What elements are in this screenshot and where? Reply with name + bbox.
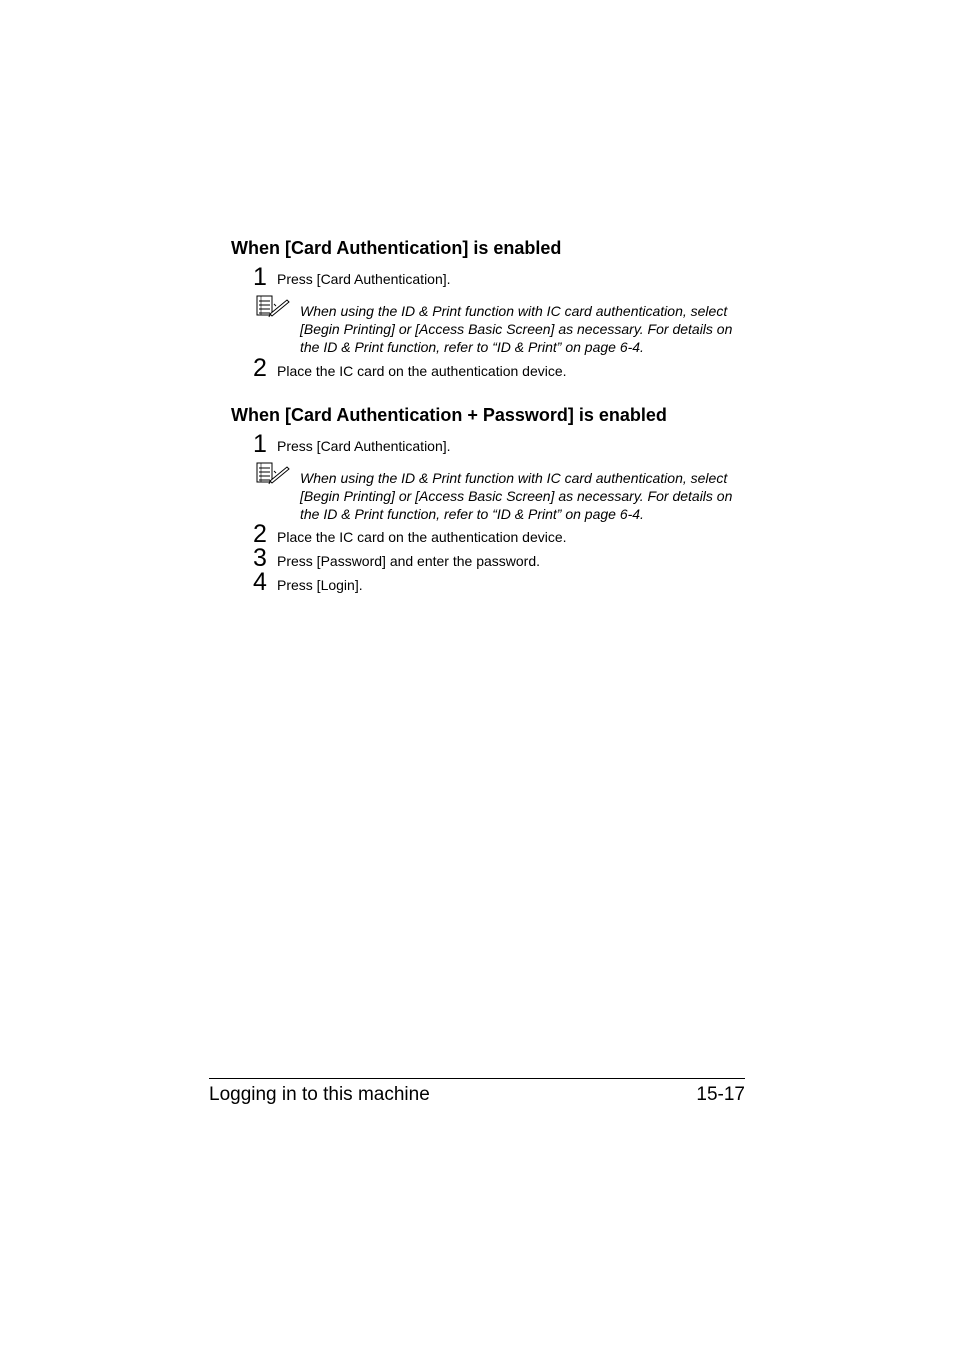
- step-number: 2: [253, 520, 267, 548]
- note-line: [Begin Printing] or [Access Basic Screen] as necessary. For details on: [300, 321, 733, 337]
- step-number: 1: [253, 430, 267, 458]
- note-line: [Begin Printing] or [Access Basic Screen] as necessary. For details on: [300, 488, 733, 504]
- section-heading-card-authentication: When [Card Authentication] is enabled: [231, 238, 562, 258]
- step-number: 2: [253, 354, 267, 382]
- note-pencil-icon: [256, 295, 292, 319]
- step-number: 1: [253, 263, 267, 291]
- note-line: When using the ID & Print function with IC card authentication, select: [300, 470, 728, 486]
- note-pencil-icon: [256, 462, 292, 486]
- step-text: Press [Password] and enter the password.: [277, 553, 541, 569]
- step-text: Press [Card Authentication].: [277, 271, 451, 287]
- footer-title: Logging in to this machine: [209, 1084, 430, 1105]
- note-text: [300, 302, 750, 356]
- note-line: the ID & Print function, refer to “ID & Print” on page 6-4.: [300, 339, 644, 355]
- step-text: Press [Card Authentication].: [277, 438, 451, 454]
- note-text: [300, 469, 750, 523]
- step-text: Place the IC card on the authentication device.: [277, 529, 567, 545]
- note-line: the ID & Print function, refer to “ID & Print” on page 6-4.: [300, 506, 644, 522]
- step-number: 3: [253, 544, 267, 572]
- step-number: 4: [253, 568, 267, 596]
- step-text: Press [Login].: [277, 577, 363, 593]
- footer-page-number: 15-17: [696, 1084, 745, 1105]
- footer-rule: [209, 1078, 745, 1079]
- note-line: When using the ID & Print function with IC card authentication, select: [300, 303, 728, 319]
- section-heading-card-authentication-password: When [Card Authentication + Password] is enabled: [231, 405, 667, 425]
- step-text: Place the IC card on the authentication device.: [277, 363, 567, 379]
